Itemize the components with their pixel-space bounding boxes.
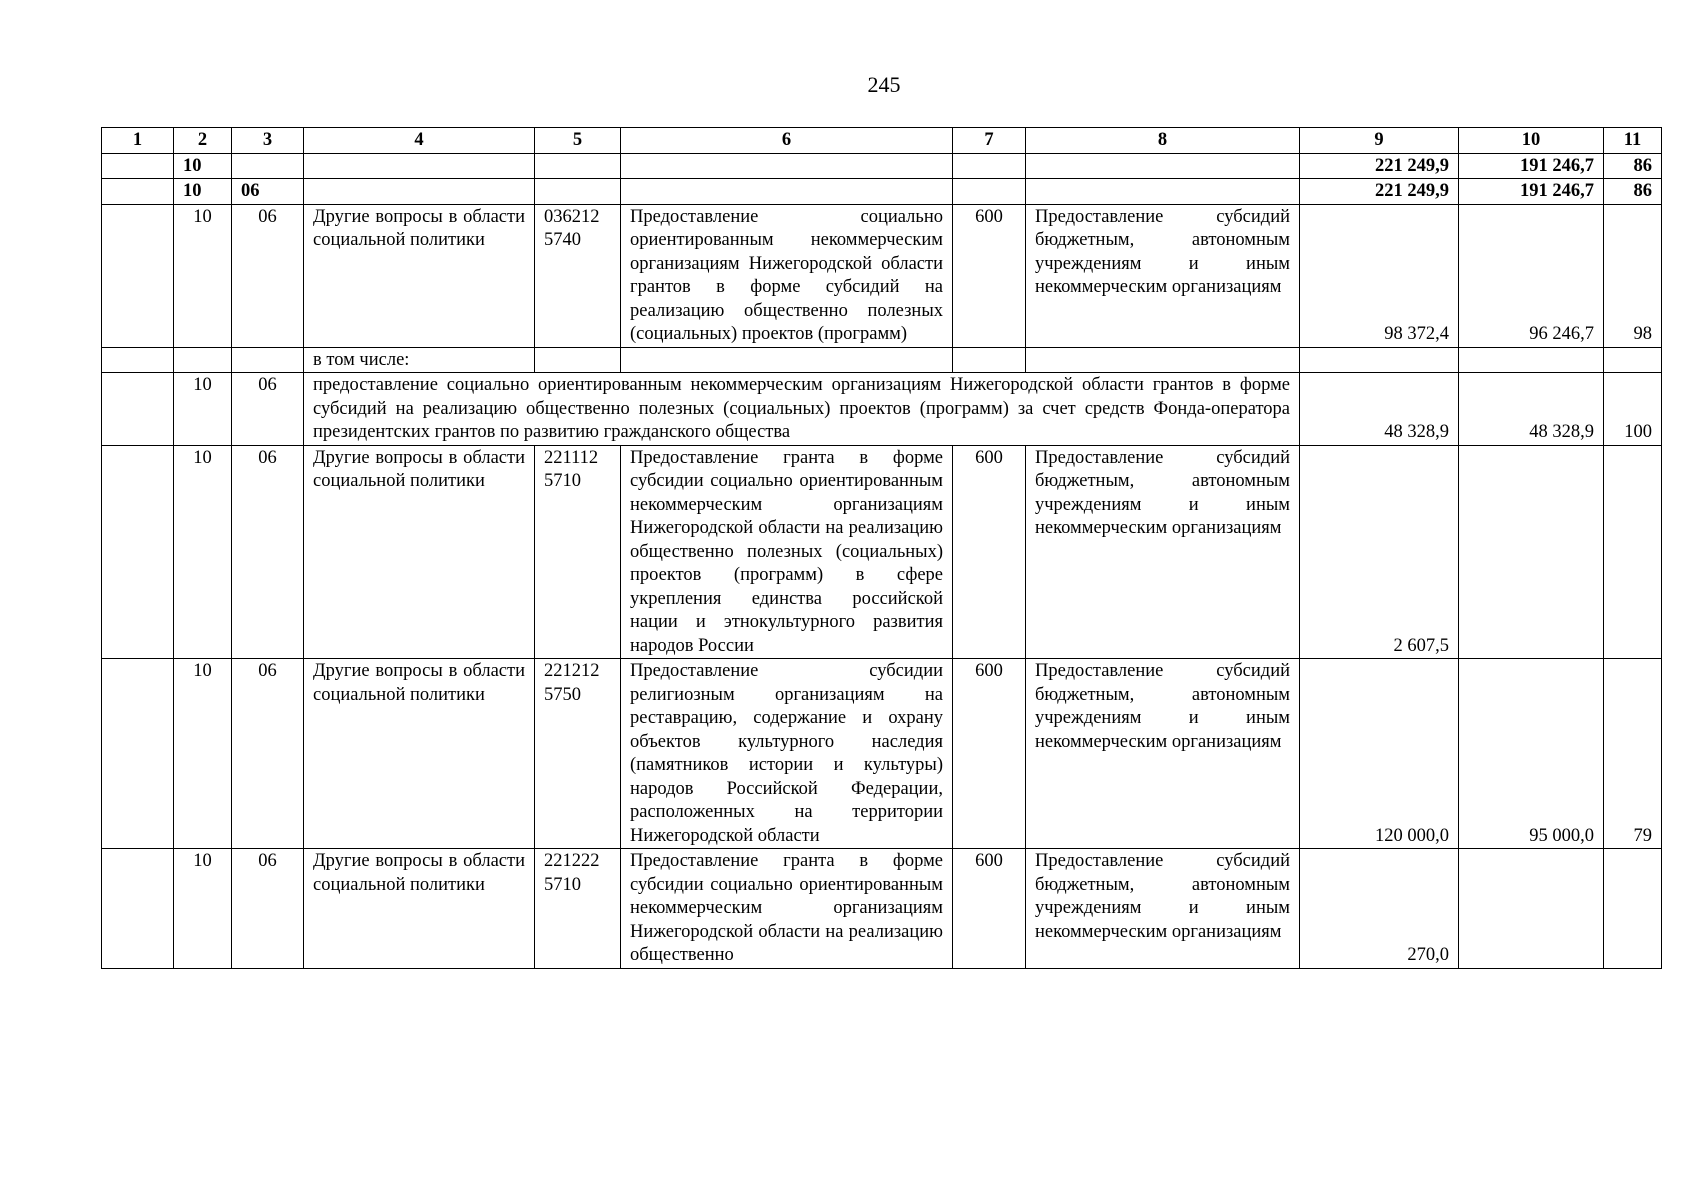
section-code: 10 bbox=[174, 153, 232, 179]
actual-amount bbox=[1459, 849, 1604, 969]
including-label-row bbox=[102, 347, 1662, 373]
including-row bbox=[102, 373, 1662, 446]
subsection-total-row bbox=[102, 179, 1662, 205]
actual-amount: 191 246,7 bbox=[1459, 179, 1604, 205]
section-code: 10 bbox=[174, 204, 232, 347]
planned-amount: 2 607,5 bbox=[1300, 445, 1459, 659]
planned-amount: 120 000,0 bbox=[1300, 659, 1459, 849]
percent bbox=[1604, 849, 1662, 969]
table-row bbox=[102, 204, 1662, 347]
budget-table bbox=[101, 127, 1662, 969]
column-header: 11 bbox=[1604, 128, 1662, 154]
actual-amount: 96 246,7 bbox=[1459, 204, 1604, 347]
expense-type: 600 bbox=[953, 204, 1026, 347]
expense-type-name: Предоставление субсидий бюджетным, автономным учреждениям и иным некоммерческим организациям bbox=[1026, 445, 1300, 659]
section-code: 10 bbox=[174, 849, 232, 969]
actual-amount: 95 000,0 bbox=[1459, 659, 1604, 849]
expense-type: 600 bbox=[953, 849, 1026, 969]
subsection-code: 06 bbox=[232, 445, 304, 659]
table-row bbox=[102, 445, 1662, 659]
planned-amount: 221 249,9 bbox=[1300, 179, 1459, 205]
table-row bbox=[102, 659, 1662, 849]
column-header: 1 bbox=[102, 128, 174, 154]
actual-amount bbox=[1459, 445, 1604, 659]
column-header: 9 bbox=[1300, 128, 1459, 154]
section-total-row bbox=[102, 153, 1662, 179]
section-code: 10 bbox=[174, 445, 232, 659]
article-name: Предоставление гранта в форме субсидии социально ориентированным некоммерческим организациям Нижегородской области на реализацию общественно bbox=[621, 849, 953, 969]
subsection-name: Другие вопросы в области социальной политики bbox=[304, 445, 535, 659]
percent: 100 bbox=[1604, 373, 1662, 446]
expense-type: 600 bbox=[953, 659, 1026, 849]
including-description: предоставление социально ориентированным некоммерческим организациям Нижегородской области грантов в форме субсидий на реализацию общественно полезных (социальных) проектов (программ) за счет средств Фонда-оператора президентских грантов по развитию гражданского общества bbox=[304, 373, 1300, 446]
percent: 86 bbox=[1604, 153, 1662, 179]
column-header: 4 bbox=[304, 128, 535, 154]
column-header: 2 bbox=[174, 128, 232, 154]
actual-amount: 48 328,9 bbox=[1459, 373, 1604, 446]
section-code: 10 bbox=[174, 659, 232, 849]
column-header: 3 bbox=[232, 128, 304, 154]
target-article: 221212 5750 bbox=[535, 659, 621, 849]
subsection-code: 06 bbox=[232, 659, 304, 849]
expense-type-name: Предоставление субсидий бюджетным, автономным учреждениям и иным некоммерческим организациям bbox=[1026, 204, 1300, 347]
column-header: 10 bbox=[1459, 128, 1604, 154]
planned-amount: 221 249,9 bbox=[1300, 153, 1459, 179]
header-row bbox=[102, 128, 1662, 154]
page-number: 245 bbox=[867, 72, 901, 97]
column-header: 5 bbox=[535, 128, 621, 154]
column-header: 6 bbox=[621, 128, 953, 154]
subsection-code: 06 bbox=[232, 849, 304, 969]
target-article: 221222 5710 bbox=[535, 849, 621, 969]
percent bbox=[1604, 445, 1662, 659]
article-name: Предоставление социально ориентированным некоммерческим организациям Нижегородской области грантов в форме субсидий на реализацию общественно полезных (социальных) проектов (программ) bbox=[621, 204, 953, 347]
section-code: 10 bbox=[174, 373, 232, 446]
article-name: Предоставление субсидии религиозным организациям на реставрацию, содержание и охрану объектов культурного наследия (памятников истории и культуры) народов Российской Федерации, расположенных на территории Нижегородской области bbox=[621, 659, 953, 849]
table-row bbox=[102, 849, 1662, 969]
column-header: 8 bbox=[1026, 128, 1300, 154]
subsection-name: Другие вопросы в области социальной политики bbox=[304, 659, 535, 849]
percent: 79 bbox=[1604, 659, 1662, 849]
expense-type-name: Предоставление субсидий бюджетным, автономным учреждениям и иным некоммерческим организациям bbox=[1026, 849, 1300, 969]
target-article: 036212 5740 bbox=[535, 204, 621, 347]
section-code: 10 bbox=[174, 179, 232, 205]
including-label: в том числе: bbox=[304, 347, 535, 373]
expense-type-name: Предоставление субсидий бюджетным, автономным учреждениям и иным некоммерческим организациям bbox=[1026, 659, 1300, 849]
article-name: Предоставление гранта в форме субсидии социально ориентированным некоммерческим организациям Нижегородской области на реализацию общественно полезных (социальных) проектов (программ) в сфере укрепления единства российской нации и этнокультурного развития народов России bbox=[621, 445, 953, 659]
expense-type: 600 bbox=[953, 445, 1026, 659]
percent: 86 bbox=[1604, 179, 1662, 205]
planned-amount: 48 328,9 bbox=[1300, 373, 1459, 446]
column-header: 7 bbox=[953, 128, 1026, 154]
subsection-name: Другие вопросы в области социальной политики bbox=[304, 204, 535, 347]
percent: 98 bbox=[1604, 204, 1662, 347]
actual-amount: 191 246,7 bbox=[1459, 153, 1604, 179]
target-article: 221112 5710 bbox=[535, 445, 621, 659]
planned-amount: 98 372,4 bbox=[1300, 204, 1459, 347]
planned-amount: 270,0 bbox=[1300, 849, 1459, 969]
subsection-code: 06 bbox=[232, 373, 304, 446]
subsection-name: Другие вопросы в области социальной политики bbox=[304, 849, 535, 969]
subsection-code: 06 bbox=[232, 179, 304, 205]
subsection-code: 06 bbox=[232, 204, 304, 347]
